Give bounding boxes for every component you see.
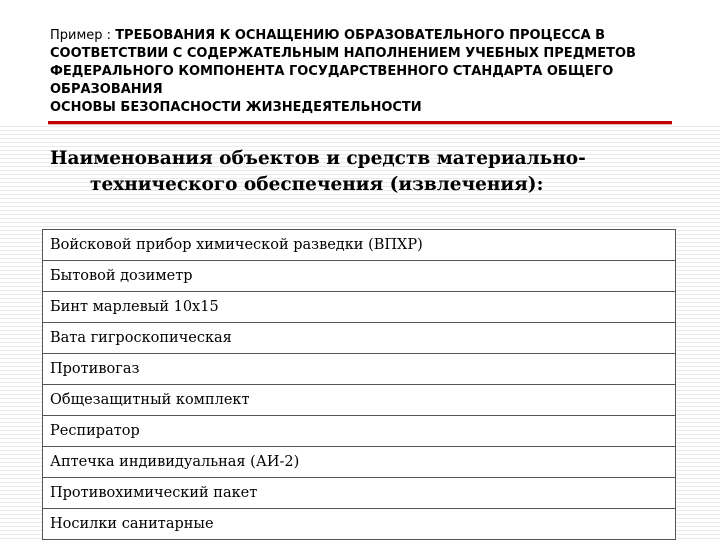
header-subject: ОСНОВЫ БЕЗОПАСНОСТИ ЖИЗНЕДЕЯТЕЛЬНОСТИ (50, 100, 422, 115)
table-cell: Вата гигроскопическая (43, 323, 676, 354)
table-row (43, 261, 676, 292)
table-cell: Носилки санитарные (43, 509, 676, 540)
table-cell: Войсковой прибор химической разведки (ВПХР) (43, 230, 676, 261)
table-cell: Противохимический пакет (43, 478, 676, 509)
table-row (43, 478, 676, 509)
table-row (43, 323, 676, 354)
table-row (43, 292, 676, 323)
table-cell: Противогаз (43, 354, 676, 385)
table-row (43, 509, 676, 540)
table-row (43, 385, 676, 416)
table-row (43, 354, 676, 385)
table-cell: Аптечка индивидуальная (АИ-2) (43, 447, 676, 478)
table-row (43, 447, 676, 478)
section-heading: Наименования объектов и средств материально-технического обеспечения (извлечения): (50, 148, 586, 195)
header-prefix: Пример : (50, 28, 112, 43)
table-cell: Респиратор (43, 416, 676, 447)
table-cell: Бинт марлевый 10х15 (43, 292, 676, 323)
slide-header (50, 27, 690, 117)
table-cell: Общезащитный комплект (43, 385, 676, 416)
table-row (43, 416, 676, 447)
table-row (43, 230, 676, 261)
table-cell: Бытовой дозиметр (43, 261, 676, 292)
header-title: ТРЕБОВАНИЯ К ОСНАЩЕНИЮ ОБРАЗОВАТЕЛЬНОГО ПРОЦЕССА В СООТВЕТСТВИИ С СОДЕРЖАТЕЛЬНЫМ НАПОЛНЕНИЕМ УЧЕБНЫХ ПРЕДМЕТОВ ФЕДЕРАЛЬНОГО КОМПОНЕНТА ГОСУДАРСТВЕННОГО СТАНДАРТА ОБЩЕГО ОБРАЗОВАНИЯ (50, 28, 636, 97)
equipment-table (42, 229, 676, 540)
title-divider-shadow (48, 124, 672, 125)
